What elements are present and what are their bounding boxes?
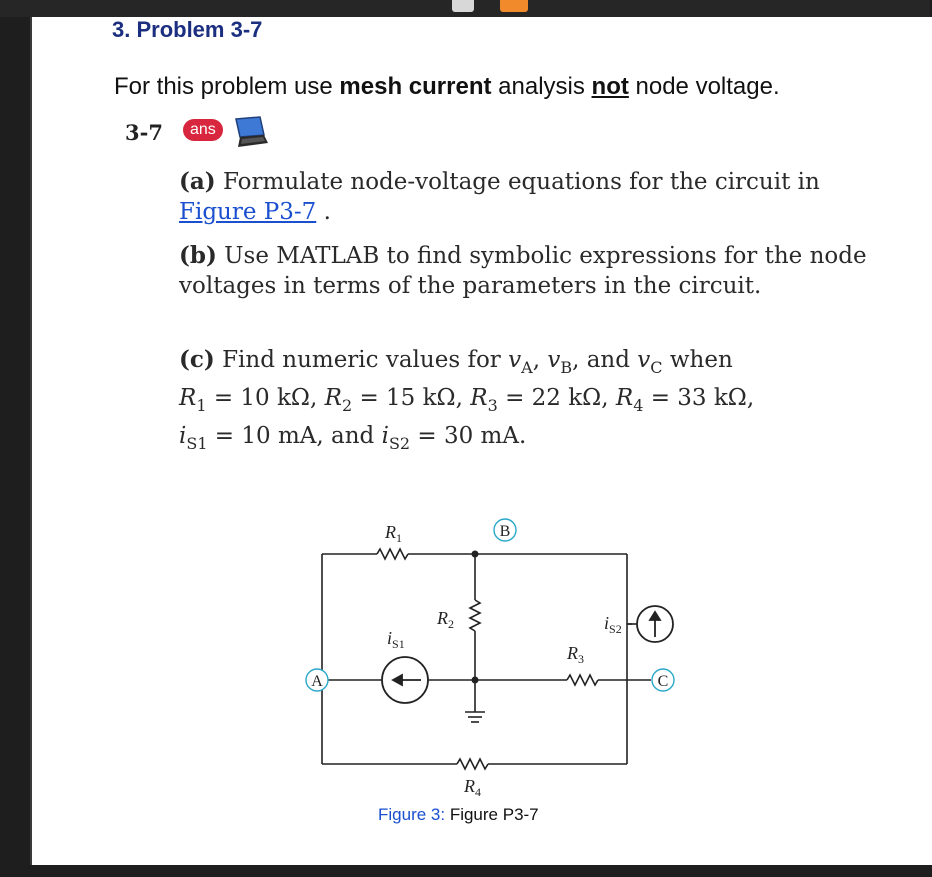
node-dot-mid: [472, 677, 479, 684]
document-page: [30, 17, 932, 865]
intro-not: not: [591, 73, 629, 100]
part-a: [179, 167, 879, 227]
problem-number: 3-7: [125, 120, 163, 145]
R4-value: = 33 kΩ,: [643, 385, 755, 411]
resistor-R4: [457, 759, 488, 769]
R3-value: = 22 kΩ,: [497, 385, 616, 411]
intro-suffix: node voltage.: [628, 73, 780, 100]
var-vC: v: [637, 347, 651, 373]
label-R4: [463, 776, 481, 799]
node-dot-top: [472, 551, 479, 558]
label-is1-main: i: [387, 628, 393, 648]
label-R2-main: R: [437, 608, 448, 628]
part-a-text: Formulate node-voltage equations for the circuit in: [215, 169, 820, 195]
var-R2-sub: 2: [341, 396, 353, 415]
scroll-tab-right[interactable]: [500, 0, 528, 12]
var-vB-sub: B: [560, 358, 573, 377]
var-vA-sub: A: [521, 358, 533, 377]
part-c-text: Find numeric values for: [214, 347, 509, 373]
label-is2-main: i: [604, 613, 610, 633]
figure-link[interactable]: Figure P3-7: [179, 199, 317, 225]
sep2: , and: [572, 347, 638, 373]
label-is1: [387, 628, 405, 651]
node-A-label: A: [311, 673, 323, 690]
label-R3-sub: 3: [578, 652, 584, 666]
part-a-label: (a): [179, 168, 216, 195]
resistor-R2: [470, 600, 480, 631]
circuit-figure: [267, 492, 669, 799]
figure-caption: [378, 805, 539, 825]
is1-value: = 10 mA, and: [207, 423, 382, 449]
intro-bold: mesh current: [339, 73, 492, 100]
label-R4-sub: 4: [475, 785, 481, 799]
label-is1-sub: S1: [392, 637, 405, 651]
var-R3-sub: 3: [487, 396, 498, 415]
scroll-tab-left[interactable]: [452, 0, 474, 12]
resistor-R3: [567, 675, 598, 685]
node-B-label: B: [499, 523, 511, 540]
var-R4-sub: 4: [633, 396, 644, 415]
var-R4: R: [615, 385, 634, 411]
var-vC-sub: C: [650, 358, 663, 377]
var-R2: R: [324, 385, 342, 411]
R1-value: = 10 kΩ,: [206, 385, 325, 411]
label-R2: [436, 608, 454, 631]
part-c-label: (c): [179, 346, 215, 373]
label-R3: [566, 643, 584, 666]
sep1: ,: [532, 347, 548, 373]
part-c: [179, 345, 919, 459]
intro-mid: analysis: [491, 73, 592, 100]
var-is2-sub: S2: [388, 434, 411, 453]
var-vB: v: [547, 347, 561, 373]
node-C-label: C: [657, 673, 669, 690]
label-R2-sub: 2: [448, 617, 454, 631]
var-R3: R: [470, 385, 488, 411]
page-title: 3. Problem 3-7: [112, 17, 263, 42]
var-is2: i: [381, 423, 389, 449]
label-is2: [604, 613, 622, 636]
when-text: when: [662, 347, 733, 373]
resistor-R1: [377, 549, 408, 559]
label-is2-sub: S2: [609, 622, 622, 636]
label-R1: [384, 522, 402, 545]
R2-value: = 15 kΩ,: [352, 385, 471, 411]
part-b-label: (b): [179, 242, 217, 269]
label-R4-main: R: [464, 776, 475, 796]
caption-text: Figure P3-7: [445, 805, 539, 824]
part-a-after: .: [316, 199, 331, 225]
intro-instruction: [114, 73, 780, 101]
intro-prefix: For this problem use: [114, 73, 340, 100]
label-R1-main: R: [385, 522, 396, 542]
part-b: [179, 241, 879, 301]
var-is1: i: [179, 423, 187, 449]
var-R1-sub: 1: [196, 396, 207, 415]
var-vA: v: [508, 347, 522, 373]
label-R3-main: R: [567, 643, 578, 663]
is2-value: = 30 mA.: [410, 423, 527, 449]
var-is1-sub: S1: [186, 434, 208, 453]
ans-badge[interactable]: ans: [183, 119, 223, 141]
laptop-icon[interactable]: [230, 115, 270, 149]
caption-label[interactable]: Figure 3:: [378, 805, 446, 824]
label-R1-sub: 1: [396, 531, 402, 545]
var-R1: R: [179, 385, 197, 411]
part-b-text: Use MATLAB to find symbolic expressions for the node voltages in terms of the parameters in the circuit.: [179, 243, 867, 299]
